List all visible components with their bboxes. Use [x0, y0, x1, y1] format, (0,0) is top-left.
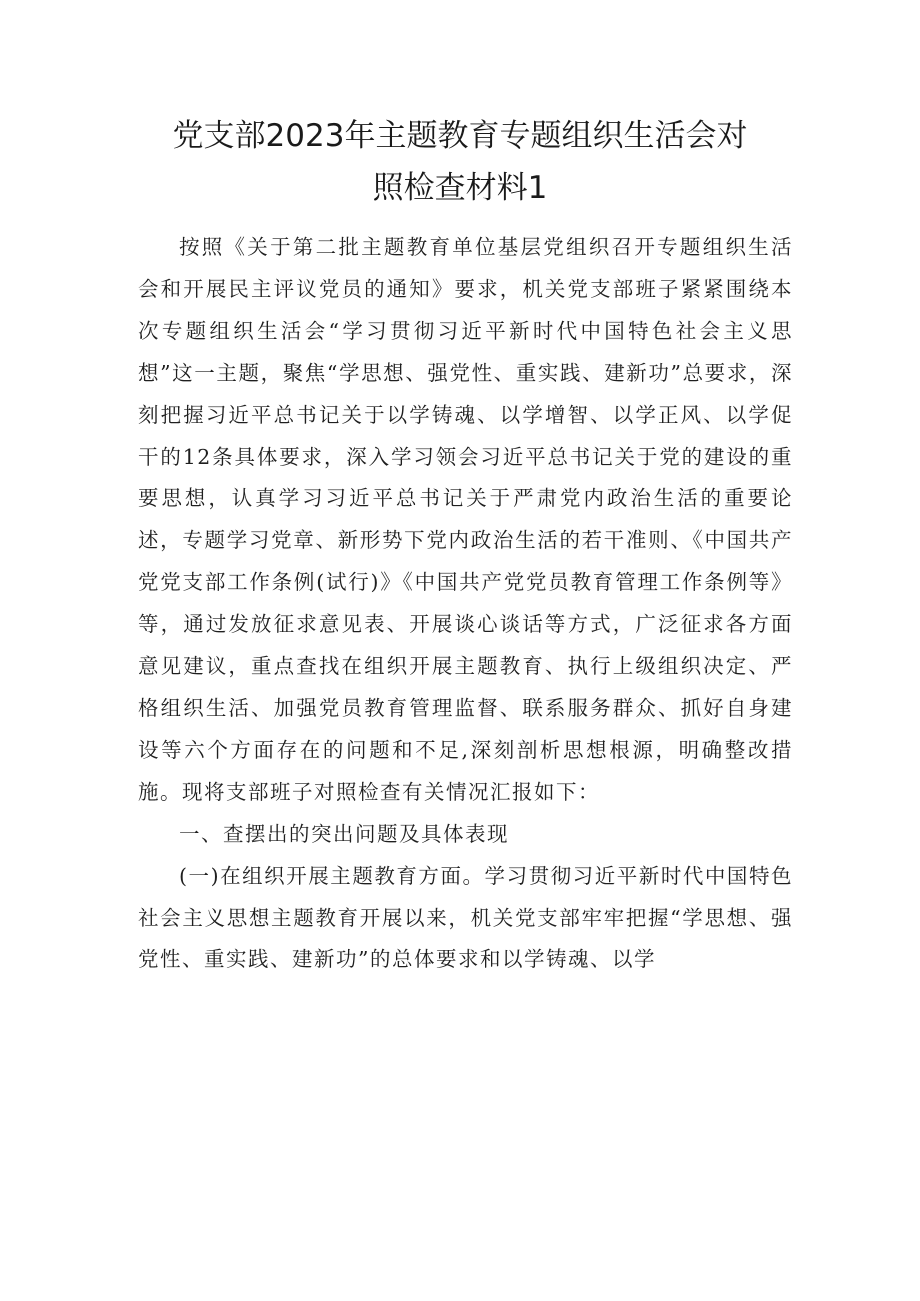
document-title [110, 110, 810, 214]
subsection-paragraph-1: (一)在组织开展主题教育方面。学习贯彻习近平新时代中国特色社会主义思想主题教育开展以来，机关党支部牢牢把握“学思想、强党性、重实践、建新功”的总体要求和以学铸魂、以学 [138, 863, 793, 972]
document-body [138, 227, 793, 981]
title-line-1: 党支部2023年主题教育专题组织生活会对 [172, 118, 748, 154]
title-line-2: 照检查材料1 [372, 170, 548, 206]
section-heading-1: 一、查摆出的突出问题及具体表现 [179, 821, 509, 846]
intro-paragraph: 按照《关于第二批主题教育单位基层党组织召开专题组织生活会和开展民主评议党员的通知》要求，机关党支部班子紧紧围绕本次专题组织生活会“学习贯彻习近平新时代中国特色社会主义思想”这一主题，聚焦“学思想、强党性、重实践、建新功”总要求，深刻把握习近平总书记关于以学铸魂、以学增智、以学正风、以学促干的12条具体要求，深入学习领会习近平总书记关于党的建设的重要思想，认真学习习近平总书记关于严肃党内政治生活的重要论述，专题学习党章、新形势下党内政治生活的若干准则、《中国共产党党支部工作条例(试行)》《中国共产党党员教育管理工作条例等》等，通过发放征求意见表、开展谈心谈话等方式，广泛征求各方面意见建议，重点查找在组织开展主题教育、执行上级组织决定、严格组织生活、加强党员教育管理监督、联系服务群众、抓好自身建设等六个方面存在的问题和不足,深刻剖析思想根源，明确整改措施。现将支部班子对照检查有关情况汇报如下： [138, 235, 793, 804]
